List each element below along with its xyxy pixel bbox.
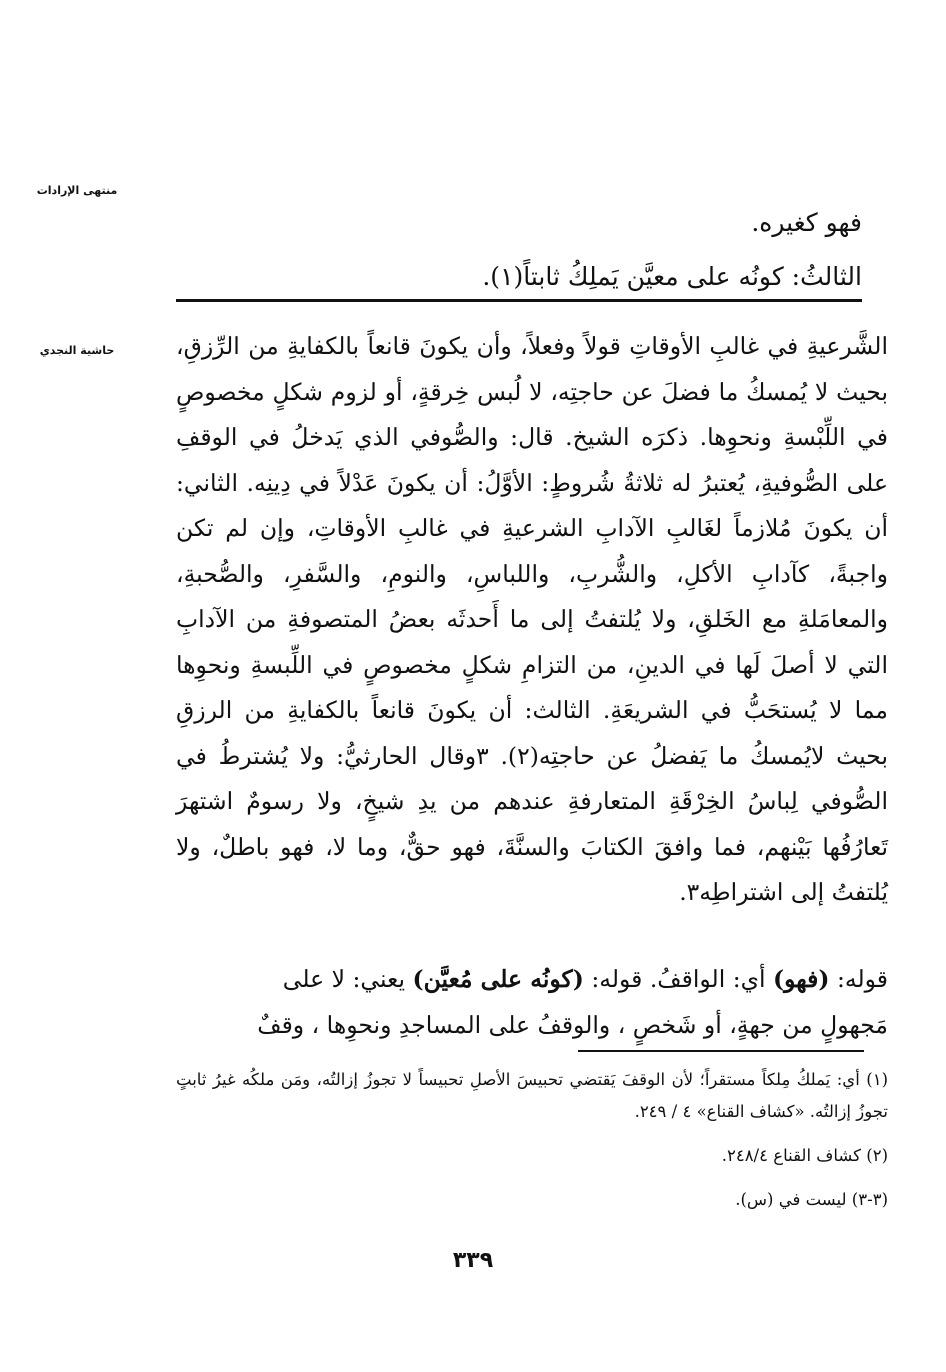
page-number: ٣٣٩ bbox=[452, 1248, 494, 1273]
main-text bbox=[178, 196, 862, 304]
main-text-line: الثالثُ: كونُه على معيَّن يَملِكُ ثابتاً(١). bbox=[482, 262, 862, 291]
commentary-text: قوله: bbox=[829, 965, 888, 993]
commentary-continuation bbox=[176, 956, 888, 1048]
quoted-term: (فهو) bbox=[773, 965, 830, 993]
commentary-block bbox=[176, 324, 888, 916]
book-title-label: منتهى الإرادات bbox=[36, 184, 118, 197]
footnote-divider bbox=[578, 1050, 864, 1052]
commentary-text: أي: الواقفُ. قوله: bbox=[583, 965, 774, 993]
main-text-line: فهو كغيره. bbox=[751, 208, 862, 237]
commentary-line: مَجهولٍ من جهةٍ، أو شَخصٍ ، والوقفُ على المساجدِ ونحوِها ، وقفٌ bbox=[257, 1011, 888, 1039]
quoted-term: (كونُه على مُعيَّن) bbox=[412, 965, 584, 993]
commentary-paragraph: الشَّرعيةِ في غالبِ الأوقاتِ قولاً وفعلاً، وأن يكونَ قانعاً بالكفايةِ من الرِّزقِ، بحيث لا يُمسكُ ما فضلَ عن حاجتِه، لا لُبس خِرقةٍ، أو لزوم شكلٍ مخصوصٍ في اللِّبْسةِ ونحوِها. ذكرَه الشيخ. قال: والصُّوفي الذي يَدخلُ في الوقفِ على الصُّوفيةِ، يُعتبرُ له ثلاثةُ شُروطٍ: الأوَّلُ: أن يكونَ عَدْلاً في دِينِه. الثاني: أن يكونَ مُلازماً لغَالبِ الآدابِ الشرعيةِ في غالبِ الأوقاتِ، وإن لم تكن واجبةً، كآدابِ الأكلِ، والشُّربِ، واللباسِ، والنومِ، والسَّفرِ، والصُّحبةِ، والمعامَلةِ مع الخَلقِ، ولا يُلتفتُ إلى ما أَحدثَه بعضُ المتصوفةِ من الآدابِ التي لا أصلَ لَها في الدينِ، من التزامِ شكلٍ مخصوصٍ في اللِّبسةِ ونحوِها مما لا يُستحَبُّ في الشريعَةِ. الثالث: أن يكونَ قانعاً بالكفايةِ من الرزقِ بحيث لايُمسكُ ما يَفضلُ عن حاجتِه(٢). ٣وقال الحارثيُّ: ولا يُشترطُ في الصُّوفي لِباسُ الخِرْقَةِ المتعارفةِ عندهم من يدِ شيخٍ، ولا رسومٌ اشتهرَ تَعارُفُها بَيْنهم، فما وافقَ الكتابَ والسنَّةَ، فهو حقٌّ، وما لا، فهو باطلٌ، ولا يُلتفتُ إلى اشتراطِه٣. bbox=[176, 332, 888, 906]
footnote: (٣-٣) ليست في (س). bbox=[735, 1190, 888, 1209]
commentary-title-label: حاشية النجدي bbox=[39, 344, 115, 357]
footnote: (١) أي: يَملكُ مِلكاً مستقراً؛ لأن الوقفَ يَقتضي تحبيسَ الأصلِ تحبيساً لا تجوزُ إزالتُه، ومَن ملكُه غيرُ ثابتٍ تجوزُ إزالتُه. «كشاف القناع» ٤ / ٢٤٩. bbox=[176, 1070, 888, 1121]
section-divider bbox=[176, 299, 862, 302]
footnote: (٢) كشاف القناع ٢٤٨/٤. bbox=[721, 1146, 888, 1165]
footnotes bbox=[176, 1064, 888, 1228]
commentary-text: يعني: لا على bbox=[282, 965, 413, 993]
commentary-line bbox=[176, 956, 888, 1002]
